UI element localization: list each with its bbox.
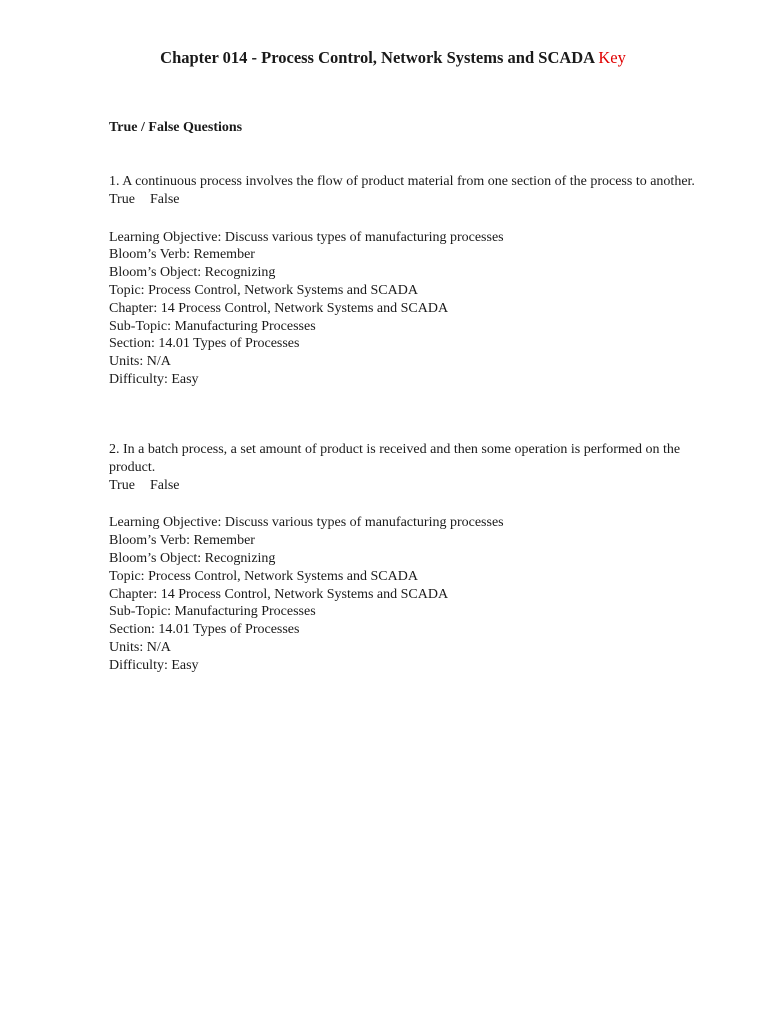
metadata-line: Chapter: 14 Process Control, Network Systems and SCADA [109, 586, 449, 602]
question-1-answer-options [109, 191, 709, 209]
metadata-line: Section: 14.01 Types of Processes [109, 336, 300, 352]
metadata-line: Sub-Topic: Manufacturing Processes [109, 318, 316, 334]
question-2 [109, 441, 709, 675]
question-2-answer-options [109, 477, 709, 495]
metadata-line: Bloom’s Verb: Remember [109, 533, 255, 549]
metadata-line: Sub-Topic: Manufacturing Processes [109, 604, 316, 620]
metadata-line: Topic: Process Control, Network Systems and SCADA [109, 568, 418, 584]
metadata-line: Bloom’s Object: Recognizing [109, 265, 276, 281]
title-key-label: Key [598, 48, 626, 67]
metadata-line: Chapter: 14 Process Control, Network Systems and SCADA [109, 300, 449, 316]
question-2-metadata [109, 514, 709, 674]
section-heading: True / False Questions [109, 120, 243, 135]
metadata-line: Section: 14.01 Types of Processes [109, 622, 300, 638]
title-text: Chapter 014 - Process Control, Network Systems and SCADA [160, 48, 595, 67]
question-2-false-option: False [149, 477, 180, 493]
question-1 [109, 173, 709, 389]
metadata-line: Difficulty: Easy [109, 657, 199, 673]
question-1-true-option: True [109, 191, 135, 207]
metadata-line: Topic: Process Control, Network Systems and SCADA [109, 282, 418, 298]
metadata-line: Bloom’s Object: Recognizing [109, 550, 276, 566]
metadata-line: Difficulty: Easy [109, 371, 199, 387]
question-2-stem: 2. In a batch process, a set amount of product is received and then some operation is performed on the product. [109, 442, 681, 475]
page-title [0, 47, 768, 69]
metadata-line: Bloom’s Verb: Remember [109, 247, 255, 263]
question-1-false-option: False [149, 191, 180, 207]
metadata-line: Units: N/A [109, 639, 171, 655]
question-1-stem: 1. A continuous process involves the flow of product material from one section of the process to another. [109, 174, 695, 189]
question-1-metadata [109, 229, 709, 389]
metadata-line: Learning Objective: Discuss various types of manufacturing processes [109, 229, 504, 245]
metadata-line: Units: N/A [109, 354, 171, 370]
metadata-line: Learning Objective: Discuss various types of manufacturing processes [109, 515, 504, 531]
question-2-true-option: True [109, 477, 135, 493]
